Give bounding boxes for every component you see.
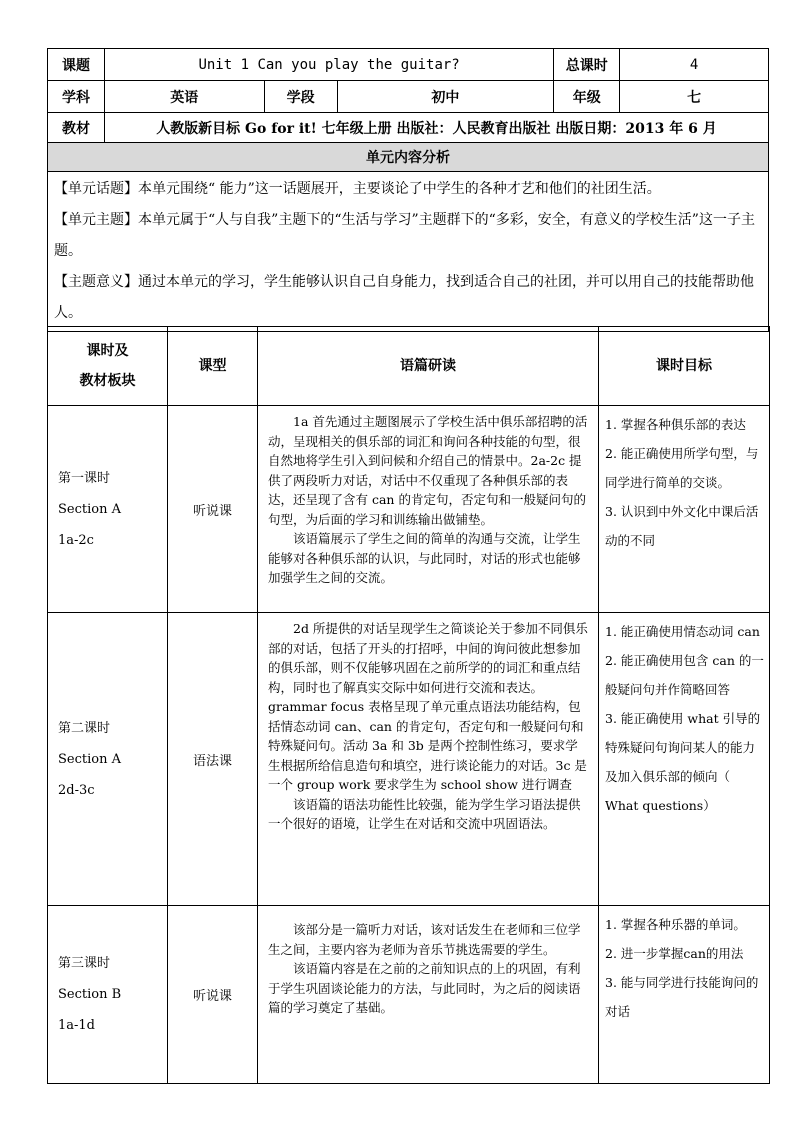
goal-item: 1. 能正确使用情态动词 can	[605, 624, 760, 639]
theme-meaning-paragraph: 【主题意义】通过本单元的学习，学生能够认识自己自身能力，找到适合自己的社团，并可以用自己的技能帮助他人。	[54, 274, 754, 321]
reading-paragraph: 该部分是一篇听力对话，该对话发生在老师和三位学生之间，主要内容为老师为音乐节挑选需要的学生。	[268, 922, 581, 957]
grade-label: 年级	[554, 81, 620, 113]
reading-paragraph: 1a 首先通过主题图展示了学校生活中俱乐部招聘的活动，呈现相关的俱乐部的词汇和询问各种技能的句型，很自然地将学生引入到问候和介绍自己的情景中。2a-2c 提供了两段听力对话，对话中不仅重现了各种俱乐部的表达，还呈现了含有 can 的肯定句，否定句和一般疑问句的句型，为后面的学习和训练输出做铺垫。	[268, 414, 588, 527]
goal-item: 2. 能正确使用所学句型，与同学进行简单的交谈。	[605, 446, 759, 490]
period-header-line2: 教材板块	[79, 373, 136, 389]
section-label: Section A	[58, 501, 121, 517]
period-header-line1: 课时及	[86, 343, 129, 359]
reading-cell	[258, 613, 599, 906]
reading-paragraph: 该语篇展示了学生之间的简单的沟通与交流，让学生能够对各种俱乐部的认识，与此同时，对话的形式也能够加强学生之间的交流。	[268, 531, 581, 585]
grade-value: 七	[620, 81, 769, 113]
goals-header: 课时目标	[599, 327, 770, 406]
goal-item: 3. 能与同学进行技能询问的对话	[605, 975, 759, 1019]
table-row	[48, 406, 770, 613]
total-hours-value: 4	[620, 49, 769, 81]
info-table	[47, 48, 769, 332]
goal-item: 1. 掌握各种乐器的单词。	[605, 917, 746, 932]
textbook-label: 教材	[48, 113, 105, 143]
type-header: 课型	[168, 327, 258, 406]
textbook-value: 人教版新目标 Go for it! 七年级上册 出版社：人民教育出版社 出版日期：2013 年 6 月	[104, 113, 768, 143]
reading-cell	[258, 406, 599, 613]
topic-label: 课题	[48, 49, 105, 81]
table-row	[48, 613, 770, 906]
reading-paragraph: 2d 所提供的对话呈现学生之简谈论关于参加不同俱乐部的对话，包括了开头的打招呼，中间的询问彼此想参加的俱乐部，则不仅能够巩固在之前所学的的词汇和重点结构，同时也了解真实交际中如何进行交流和表达。grammar focus 表格呈现了单元重点语法功能结构，包括情态动词 can、can 的肯定句，否定句和一般疑问句和特殊疑问句。活动 3a 和 3b 是两个控制性练习，要求学生根据所给信息造句和填空，进行谈论能力的对话。3c 是一个 group work 要求学生为 school show 进行调查	[268, 621, 588, 792]
stage-label: 学段	[264, 81, 337, 113]
goal-item: 1. 掌握各种俱乐部的表达	[605, 417, 746, 432]
unit-theme-paragraph: 【单元主题】本单元属于“人与自我”主题下的“生活与学习”主题群下的“多彩，安全，有意义的学校生活”这一子主题。	[54, 212, 755, 259]
goals-cell	[599, 613, 770, 906]
period-label: 第一课时	[58, 470, 111, 486]
period-cell	[48, 613, 168, 906]
unit-topic-paragraph: 【单元话题】本单元围绕“ 能力”这一话题展开，主要谈论了中学生的各种才艺和他们的社团生活。	[54, 181, 661, 197]
range-label: 1a-2c	[58, 532, 94, 548]
lesson-type: 听说课	[168, 906, 258, 1084]
goal-item: 2. 能正确使用包含 can 的一般疑问句并作简略回答	[605, 653, 764, 697]
subject-value: 英语	[104, 81, 264, 113]
reading-header: 语篇研读	[258, 327, 599, 406]
subject-label: 学科	[48, 81, 105, 113]
total-hours-label: 总课时	[554, 49, 620, 81]
unit-analysis-heading: 单元内容分析	[48, 143, 769, 172]
stage-value: 初中	[337, 81, 554, 113]
topic-value: Unit 1 Can you play the guitar?	[104, 49, 553, 81]
period-cell	[48, 406, 168, 613]
section-label: Section B	[58, 987, 122, 1002]
reading-paragraph: 该语篇内容是在之前的之前知识点的上的巩固，有利于学生巩固谈论能力的方法，与此同时，为之后的阅读语篇的学习奠定了基础。	[268, 961, 581, 1015]
reading-paragraph: 该语篇的语法功能性比较强，能为学生学习语法提供一个很好的语境，让学生在对话和交流中巩固语法。	[268, 796, 581, 831]
period-label: 第二课时	[58, 720, 111, 736]
unit-analysis-body	[48, 172, 769, 332]
goal-item: 3. 认识到中外文化中课后活动的不同	[605, 504, 759, 548]
lesson-type: 听说课	[168, 406, 258, 613]
goal-item: 3. 能正确使用 what 引导的特殊疑问句询问某人的能力及加入俱乐部的倾向（ What questions）	[605, 711, 761, 813]
lesson-table	[47, 326, 770, 1084]
period-cell	[48, 906, 168, 1084]
lesson-type: 语法课	[168, 613, 258, 906]
goals-cell	[599, 906, 770, 1084]
reading-cell	[258, 906, 599, 1084]
section-label: Section A	[58, 751, 121, 767]
table-row	[48, 906, 770, 1084]
goals-cell	[599, 406, 770, 613]
range-label: 1a-1d	[58, 1018, 96, 1033]
goal-item: 2. 进一步掌握can的用法	[605, 946, 744, 961]
range-label: 2d-3c	[58, 782, 95, 798]
period-label: 第三课时	[58, 956, 111, 971]
period-header	[48, 327, 168, 406]
